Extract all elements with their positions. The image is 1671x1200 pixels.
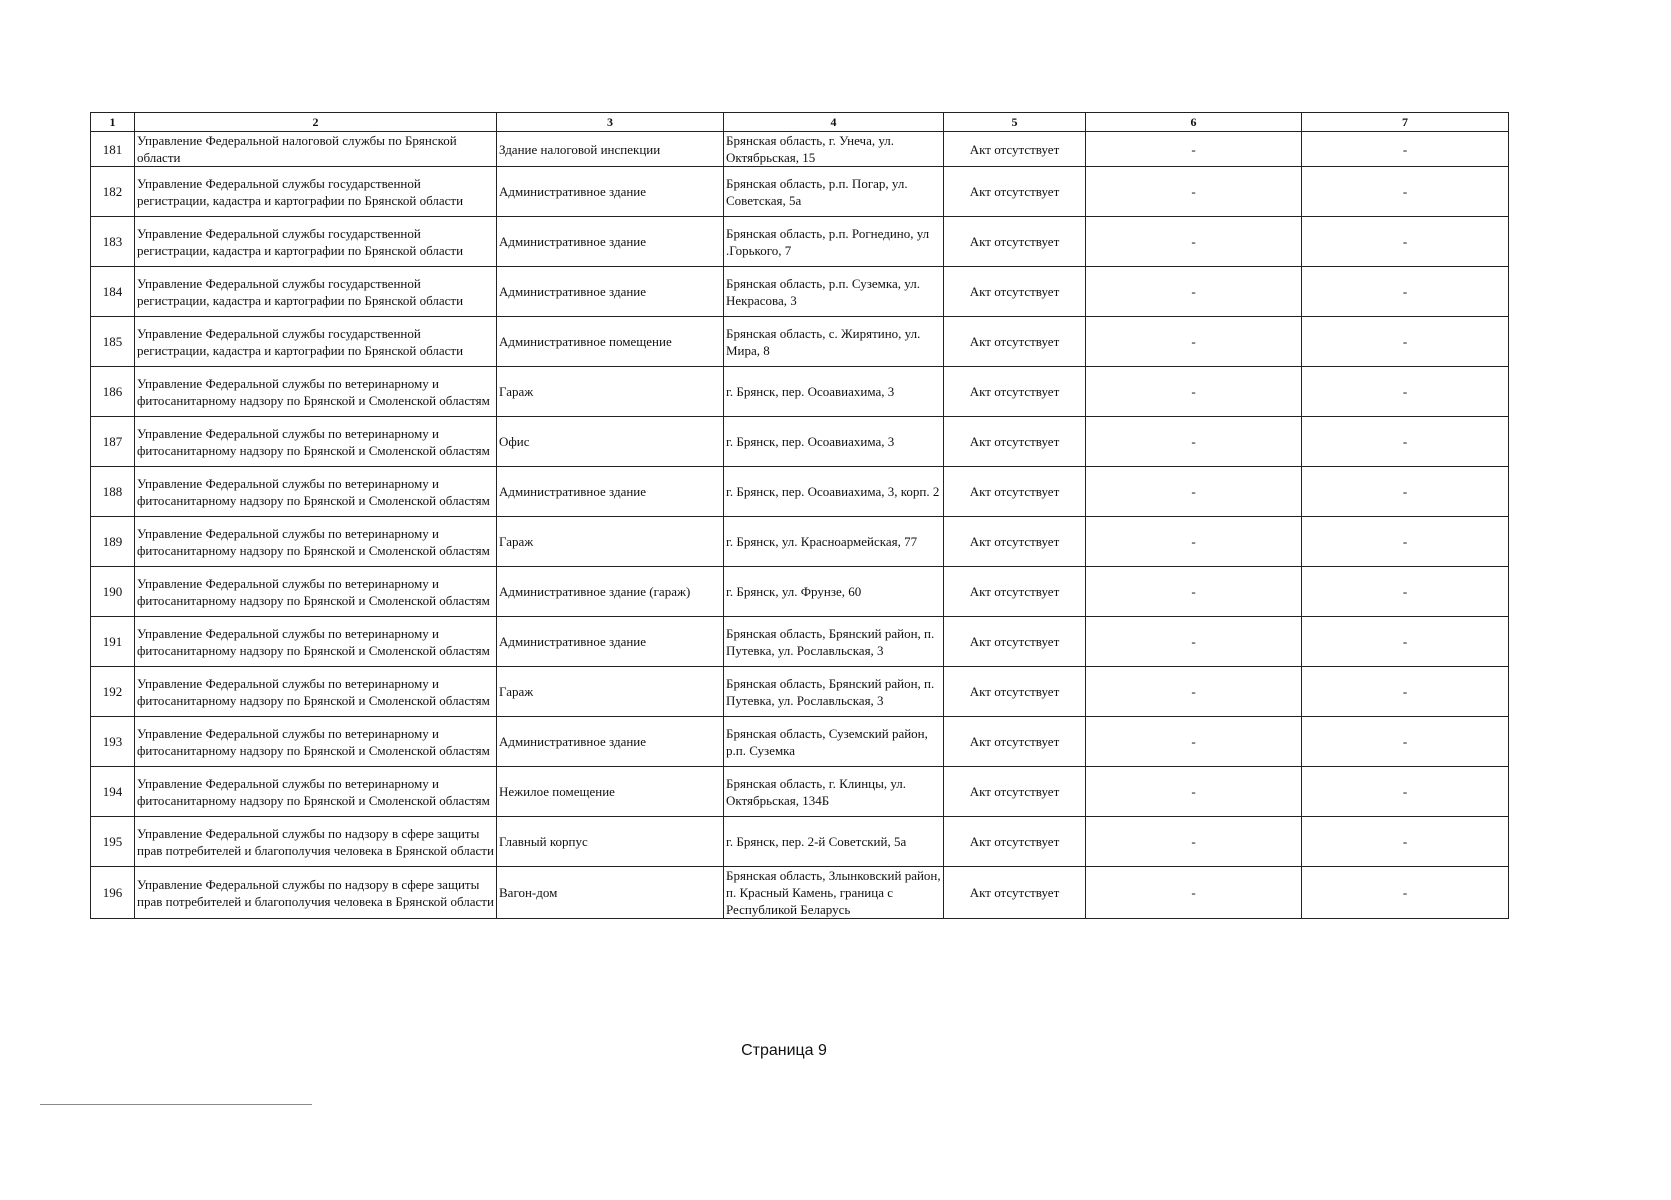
organization-cell: Управление Федеральной службы по надзору в сфере защиты прав потребителей и благополучия человека в Брянской области (135, 867, 497, 919)
organization-cell: Управление Федеральной службы по ветеринарному и фитосанитарному надзору по Брянской и Смоленской областям (135, 417, 497, 467)
table-row (91, 567, 1509, 617)
divider-line (40, 1104, 312, 1105)
row-number-cell: 191 (91, 617, 135, 667)
act-status-cell: Акт отсутствует (944, 132, 1086, 167)
table-row (91, 217, 1509, 267)
column-6-cell: - (1086, 867, 1302, 919)
object-name-cell: Здание налоговой инспекции (497, 132, 724, 167)
column-6-cell: - (1086, 217, 1302, 267)
organization-cell: Управление Федеральной службы государственной регистрации, кадастра и картографии по Брянской области (135, 317, 497, 367)
address-cell: г. Брянск, ул. Красноармейская, 77 (724, 517, 944, 567)
column-7-cell: - (1302, 867, 1509, 919)
object-name-cell: Гараж (497, 517, 724, 567)
address-cell: Брянская область, Брянский район, п. Путевка, ул. Рославльская, 3 (724, 617, 944, 667)
act-status-cell: Акт отсутствует (944, 367, 1086, 417)
organization-cell: Управление Федеральной службы по надзору в сфере защиты прав потребителей и благополучия человека в Брянской области (135, 817, 497, 867)
row-number-cell: 192 (91, 667, 135, 717)
act-status-cell: Акт отсутствует (944, 317, 1086, 367)
organization-cell: Управление Федеральной службы по ветеринарному и фитосанитарному надзору по Брянской и Смоленской областям (135, 467, 497, 517)
object-name-cell: Административное здание (497, 717, 724, 767)
column-header-5: 5 (944, 113, 1086, 132)
header-row (91, 113, 1509, 132)
act-status-cell: Акт отсутствует (944, 767, 1086, 817)
row-number-cell: 188 (91, 467, 135, 517)
column-7-cell: - (1302, 567, 1509, 617)
row-number-cell: 186 (91, 367, 135, 417)
address-cell: Брянская область, г. Унеча, ул. Октябрьская, 15 (724, 132, 944, 167)
column-6-cell: - (1086, 517, 1302, 567)
row-number-cell: 193 (91, 717, 135, 767)
column-header-3: 3 (497, 113, 724, 132)
row-number-cell: 194 (91, 767, 135, 817)
object-name-cell: Административное помещение (497, 317, 724, 367)
column-7-cell: - (1302, 517, 1509, 567)
object-name-cell: Главный корпус (497, 817, 724, 867)
object-name-cell: Нежилое помещение (497, 767, 724, 817)
column-6-cell: - (1086, 417, 1302, 467)
column-header-7: 7 (1302, 113, 1509, 132)
table-row (91, 367, 1509, 417)
act-status-cell: Акт отсутствует (944, 667, 1086, 717)
address-cell: г. Брянск, пер. 2-й Советский, 5а (724, 817, 944, 867)
column-6-cell: - (1086, 617, 1302, 667)
address-cell: Брянская область, Суземский район, р.п. Суземка (724, 717, 944, 767)
act-status-cell: Акт отсутствует (944, 417, 1086, 467)
act-status-cell: Акт отсутствует (944, 267, 1086, 317)
column-6-cell: - (1086, 167, 1302, 217)
organization-cell: Управление Федеральной службы государственной регистрации, кадастра и картографии по Брянской области (135, 167, 497, 217)
act-status-cell: Акт отсутствует (944, 717, 1086, 767)
row-number-cell: 181 (91, 132, 135, 167)
organization-cell: Управление Федеральной службы государственной регистрации, кадастра и картографии по Брянской области (135, 217, 497, 267)
column-header-2: 2 (135, 113, 497, 132)
column-header-1: 1 (91, 113, 135, 132)
act-status-cell: Акт отсутствует (944, 217, 1086, 267)
organization-cell: Управление Федеральной службы по ветеринарному и фитосанитарному надзору по Брянской и Смоленской областям (135, 367, 497, 417)
organization-cell: Управление Федеральной службы по ветеринарному и фитосанитарному надзору по Брянской и Смоленской областям (135, 667, 497, 717)
object-name-cell: Вагон-дом (497, 867, 724, 919)
object-name-cell: Офис (497, 417, 724, 467)
column-7-cell: - (1302, 667, 1509, 717)
column-7-cell: - (1302, 767, 1509, 817)
address-cell: Брянская область, р.п. Суземка, ул. Некрасова, 3 (724, 267, 944, 317)
table-row (91, 517, 1509, 567)
act-status-cell: Акт отсутствует (944, 567, 1086, 617)
column-7-cell: - (1302, 417, 1509, 467)
page-number: Страница 9 (741, 1042, 827, 1059)
column-header-6: 6 (1086, 113, 1302, 132)
column-7-cell: - (1302, 617, 1509, 667)
object-name-cell: Гараж (497, 667, 724, 717)
address-cell: Брянская область, Злынковский район, п. Красный Камень, граница с Республикой Беларусь (724, 867, 944, 919)
organization-cell: Управление Федеральной службы по ветеринарному и фитосанитарному надзору по Брянской и Смоленской областям (135, 717, 497, 767)
row-number-cell: 185 (91, 317, 135, 367)
act-status-cell: Акт отсутствует (944, 167, 1086, 217)
table-row (91, 132, 1509, 167)
table-row (91, 617, 1509, 667)
column-7-cell: - (1302, 167, 1509, 217)
address-cell: г. Брянск, пер. Осоавиахима, 3 (724, 367, 944, 417)
address-cell: Брянская область, р.п. Погар, ул. Советская, 5а (724, 167, 944, 217)
address-cell: г. Брянск, пер. Осоавиахима, 3, корп. 2 (724, 467, 944, 517)
column-header-4: 4 (724, 113, 944, 132)
table-row (91, 417, 1509, 467)
act-status-cell: Акт отсутствует (944, 817, 1086, 867)
row-number-cell: 187 (91, 417, 135, 467)
column-6-cell: - (1086, 767, 1302, 817)
column-7-cell: - (1302, 717, 1509, 767)
column-7-cell: - (1302, 817, 1509, 867)
organization-cell: Управление Федеральной налоговой службы по Брянской области (135, 132, 497, 167)
object-name-cell: Административное здание (497, 217, 724, 267)
organization-cell: Управление Федеральной службы государственной регистрации, кадастра и картографии по Брянской области (135, 267, 497, 317)
act-status-cell: Акт отсутствует (944, 517, 1086, 567)
table-row (91, 667, 1509, 717)
object-name-cell: Гараж (497, 367, 724, 417)
object-name-cell: Административное здание (497, 267, 724, 317)
address-cell: г. Брянск, ул. Фрунзе, 60 (724, 567, 944, 617)
address-cell: Брянская область, с. Жирятино, ул. Мира, 8 (724, 317, 944, 367)
row-number-cell: 189 (91, 517, 135, 567)
table-body (91, 132, 1509, 919)
row-number-cell: 195 (91, 817, 135, 867)
table-row (91, 867, 1509, 919)
address-cell: Брянская область, Брянский район, п. Путевка, ул. Рославльская, 3 (724, 667, 944, 717)
column-6-cell: - (1086, 667, 1302, 717)
row-number-cell: 183 (91, 217, 135, 267)
column-6-cell: - (1086, 817, 1302, 867)
column-6-cell: - (1086, 317, 1302, 367)
column-6-cell: - (1086, 267, 1302, 317)
table-row (91, 267, 1509, 317)
object-name-cell: Административное здание (497, 617, 724, 667)
table-row (91, 767, 1509, 817)
object-name-cell: Административное здание (497, 467, 724, 517)
row-number-cell: 182 (91, 167, 135, 217)
column-6-cell: - (1086, 467, 1302, 517)
row-number-cell: 196 (91, 867, 135, 919)
organization-cell: Управление Федеральной службы по ветеринарному и фитосанитарному надзору по Брянской и Смоленской областям (135, 567, 497, 617)
organization-cell: Управление Федеральной службы по ветеринарному и фитосанитарному надзору по Брянской и Смоленской областям (135, 617, 497, 667)
column-7-cell: - (1302, 217, 1509, 267)
object-name-cell: Административное здание (гараж) (497, 567, 724, 617)
object-name-cell: Административное здание (497, 167, 724, 217)
column-6-cell: - (1086, 717, 1302, 767)
address-cell: г. Брянск, пер. Осоавиахима, 3 (724, 417, 944, 467)
column-7-cell: - (1302, 367, 1509, 417)
organization-cell: Управление Федеральной службы по ветеринарному и фитосанитарному надзору по Брянской и Смоленской областям (135, 517, 497, 567)
row-number-cell: 184 (91, 267, 135, 317)
table-row (91, 467, 1509, 517)
organization-cell: Управление Федеральной службы по ветеринарному и фитосанитарному надзору по Брянской и Смоленской областям (135, 767, 497, 817)
table-row (91, 317, 1509, 367)
column-6-cell: - (1086, 567, 1302, 617)
address-cell: Брянская область, р.п. Рогнедино, ул .Горького, 7 (724, 217, 944, 267)
column-6-cell: - (1086, 132, 1302, 167)
column-6-cell: - (1086, 367, 1302, 417)
act-status-cell: Акт отсутствует (944, 617, 1086, 667)
address-cell: Брянская область, г. Клинцы, ул. Октябрьская, 134Б (724, 767, 944, 817)
table-row (91, 167, 1509, 217)
act-status-cell: Акт отсутствует (944, 867, 1086, 919)
row-number-cell: 190 (91, 567, 135, 617)
column-7-cell: - (1302, 467, 1509, 517)
table-row (91, 717, 1509, 767)
table-row (91, 817, 1509, 867)
column-7-cell: - (1302, 267, 1509, 317)
column-7-cell: - (1302, 132, 1509, 167)
act-status-cell: Акт отсутствует (944, 467, 1086, 517)
registry-table (90, 112, 1509, 919)
column-7-cell: - (1302, 317, 1509, 367)
